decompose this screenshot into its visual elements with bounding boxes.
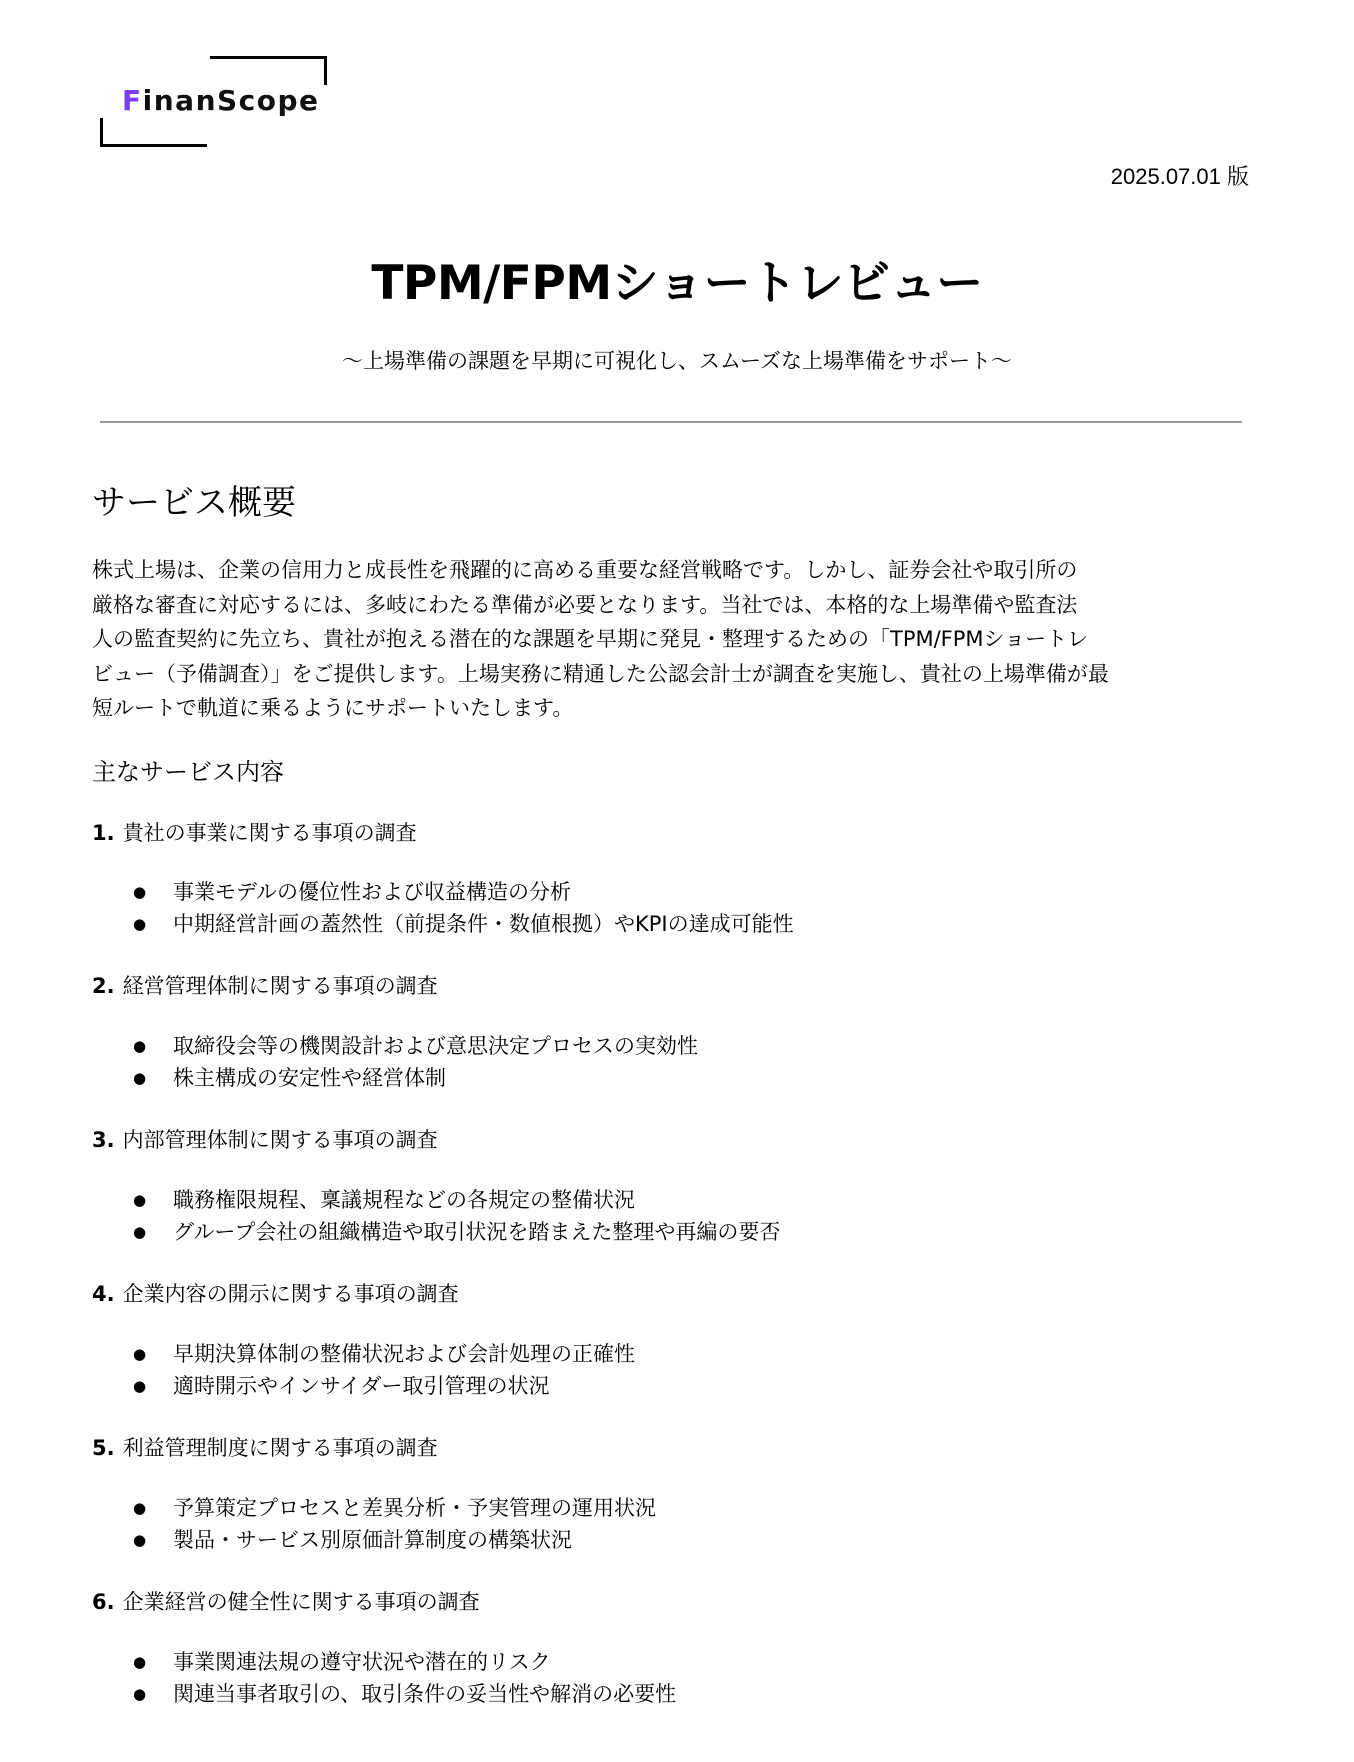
list-item-text: 予算策定プロセスと差異分析・予実管理の運用状況 (173, 1496, 656, 1520)
list-item-text: 取締役会等の機関設計および意思決定プロセスの実効性 (173, 1034, 698, 1058)
bullet-icon: ● (133, 1685, 147, 1703)
list-item (133, 1030, 698, 1060)
list-item (133, 1216, 780, 1246)
section-heading (92, 1586, 480, 1616)
section-title: 経営管理体制に関する事項の調査 (122, 974, 438, 998)
page-title: TPM/FPMショートレビュー (371, 256, 983, 311)
section-number: 2. (92, 974, 115, 998)
list-item-text: 適時開示やインサイダー取引管理の状況 (173, 1374, 550, 1398)
bullet-icon: ● (133, 1223, 147, 1241)
logo-bracket-bottom-left (100, 118, 207, 147)
services-heading: 主なサービス内容 (92, 758, 284, 786)
list-item-text: グループ会社の組織構造や取引状況を踏まえた整理や再編の要否 (173, 1220, 781, 1244)
bullet-icon: ● (133, 1499, 147, 1517)
section-number: 5. (92, 1436, 115, 1460)
logo-text-rest: inanScope (142, 84, 320, 117)
overview-line: 人の監査契約に先立ち、貴社が抱える潜在的な課題を早期に発見・整理するための「TPM/FPMショートレ (92, 627, 1089, 651)
overview-line: ビュー（予備調査）」をご提供します。上場実務に精通した公認会計士が調査を実施し、貴社の上場準備が最 (92, 661, 1109, 686)
company-logo (100, 56, 330, 150)
divider (100, 421, 1242, 423)
bullet-icon: ● (133, 1191, 147, 1209)
logo-bracket-top-right (210, 56, 327, 85)
list-item (133, 1524, 572, 1554)
list-item (133, 1370, 550, 1400)
list-item-text: 職務権限規程、稟議規程などの各規定の整備状況 (173, 1188, 635, 1212)
overview-line: 株式上場は、企業の信用力と成長性を飛躍的に高める重要な経営戦略です。しかし、証券会社や取引所の (92, 558, 1078, 582)
list-item-text: 事業関連法規の遵守状況や潜在的リスク (173, 1650, 551, 1674)
section-heading (92, 817, 417, 847)
list-item (133, 1646, 551, 1676)
list-item-text: 事業モデルの優位性および収益構造の分析 (173, 880, 571, 904)
list-item-text: 中期経営計画の蓋然性（前提条件・数値根拠）やKPIの達成可能性 (173, 912, 794, 936)
list-item-text: 製品・サービス別原価計算制度の構築状況 (173, 1528, 572, 1552)
list-item (133, 908, 794, 938)
page-subtitle: 〜上場準備の課題を早期に可視化し、スムーズな上場準備をサポート〜 (342, 349, 1012, 373)
section-heading (92, 1124, 438, 1154)
section-title: 企業経営の健全性に関する事項の調査 (122, 1590, 480, 1614)
list-item-text: 株主構成の安定性や経営体制 (173, 1066, 446, 1090)
overview-heading: サービス概要 (92, 483, 296, 523)
section-title: 貴社の事業に関する事項の調査 (122, 821, 417, 845)
bullet-icon: ● (133, 1345, 147, 1363)
bullet-icon: ● (133, 1069, 147, 1087)
overview-line: 短ルートで軌道に乗るようにサポートいたします。 (92, 696, 574, 720)
list-item-text: 早期決算体制の整備状況および会計処理の正確性 (173, 1342, 635, 1366)
list-item (133, 1062, 446, 1092)
section-number: 6. (92, 1590, 115, 1614)
bullet-icon: ● (133, 1377, 147, 1395)
logo-text-accent: F (122, 84, 143, 117)
overview-line: 厳格な審査に対応するには、多岐にわたる準備が必要となります。当社では、本格的な上場準備や監査法 (92, 592, 1078, 617)
section-number: 4. (92, 1282, 115, 1306)
bullet-icon: ● (133, 1653, 147, 1671)
bullet-icon: ● (133, 883, 147, 901)
list-item (133, 1184, 635, 1214)
section-number: 1. (92, 821, 115, 845)
section-heading (92, 1278, 459, 1308)
list-item (133, 876, 571, 906)
section-number: 3. (92, 1128, 115, 1152)
section-heading (92, 1432, 438, 1462)
list-item (133, 1338, 635, 1368)
section-heading (92, 970, 438, 1000)
logo-text (122, 84, 320, 117)
overview-paragraph (92, 553, 1252, 726)
bullet-icon: ● (133, 915, 147, 933)
bullet-icon: ● (133, 1037, 147, 1055)
section-title: 内部管理体制に関する事項の調査 (122, 1128, 438, 1152)
list-item (133, 1678, 676, 1708)
list-item (133, 1492, 656, 1522)
bullet-icon: ● (133, 1531, 147, 1549)
section-title: 利益管理制度に関する事項の調査 (122, 1436, 438, 1460)
section-title: 企業内容の開示に関する事項の調査 (122, 1282, 459, 1306)
list-item-text: 関連当事者取引の、取引条件の妥当性や解消の必要性 (173, 1682, 677, 1706)
version-date: 2025.07.01 版 (1110, 164, 1249, 189)
